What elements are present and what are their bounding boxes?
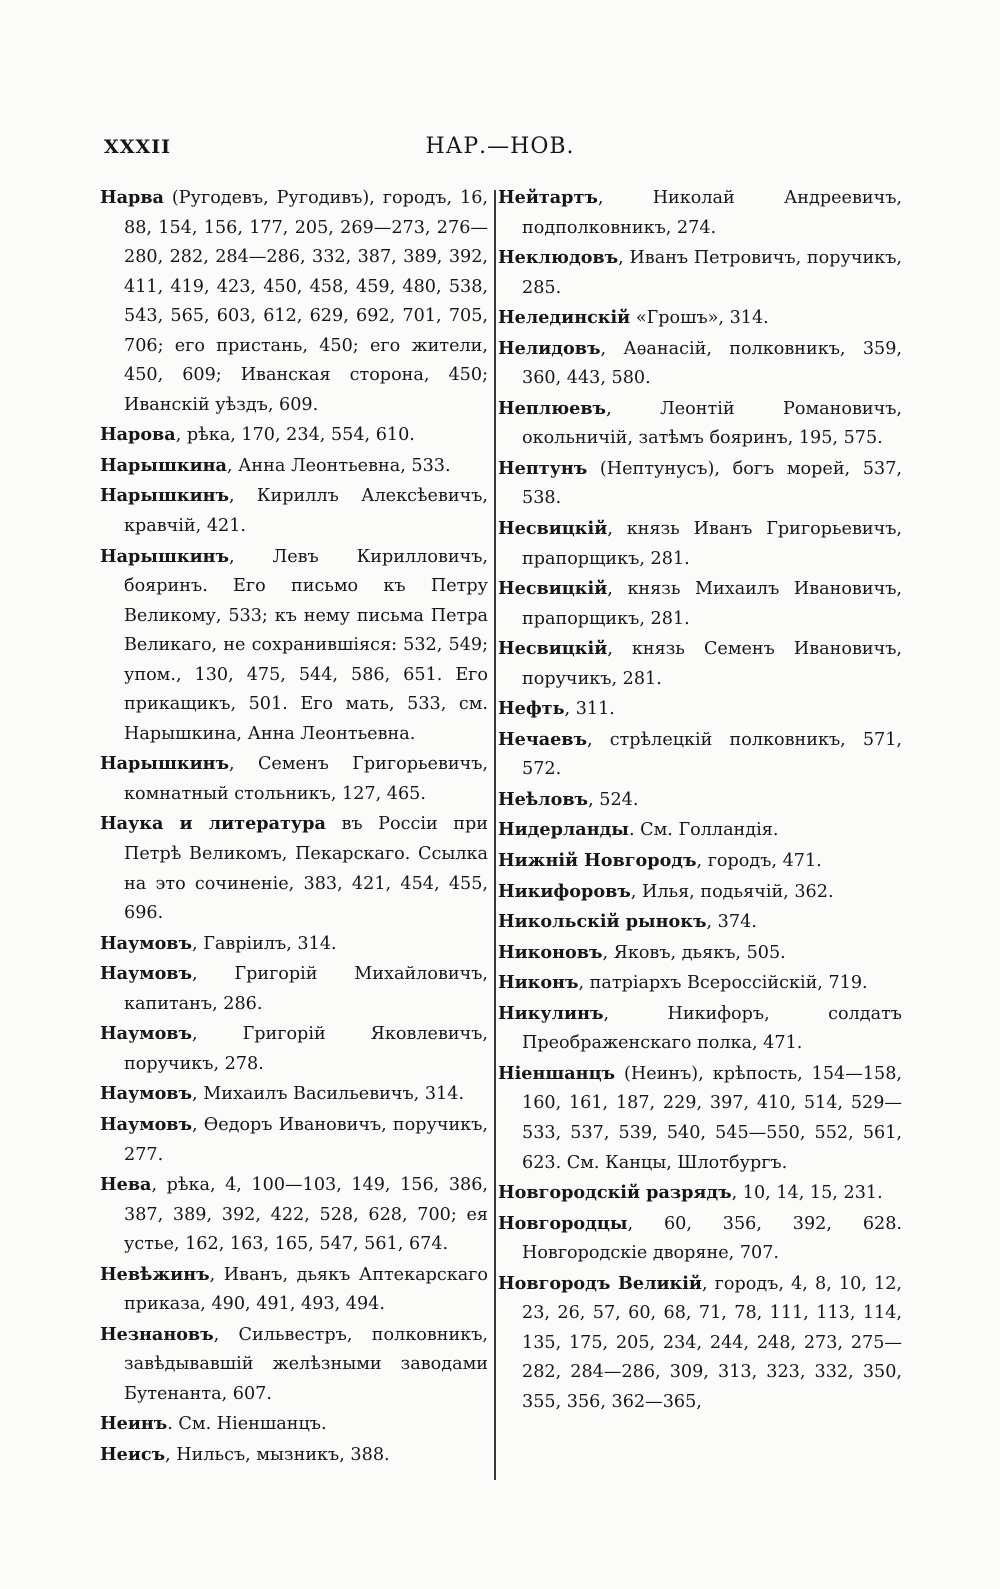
entry-headword: Никольскій рынокъ [498, 911, 707, 933]
entry-text: , рѣка, 170, 234, 554, 610. [175, 425, 415, 446]
entry-headword: Несвицкій [498, 578, 608, 600]
right-column [488, 183, 902, 1417]
index-entry [498, 574, 902, 634]
entry-headword: Нечаевъ [498, 728, 588, 750]
entry-text: въ Россіи при Петрѣ Великомъ, Пекарскаго. Ссылка на это сочиненіе, 383, 421, 454, 455, 696. [124, 814, 488, 924]
index-entry [100, 481, 488, 541]
entry-text: , князь Семенъ Ивановичъ, поручикъ, 281. [522, 639, 902, 689]
entry-headword: Нелидовъ [498, 337, 601, 359]
entry-headword: Наумовъ [100, 1023, 193, 1045]
entry-text: , Григорій Михайловичъ, капитанъ, 286. [124, 964, 488, 1014]
entry-headword: Нарышкинъ [100, 485, 229, 507]
index-entry [100, 183, 488, 420]
running-title: НАР.—НОВ. [425, 134, 575, 159]
entry-text: , Николай Андреевичъ, подполковникъ, 274. [522, 188, 902, 238]
index-entry [498, 968, 902, 999]
entry-headword: Несвицкій [498, 638, 608, 660]
entry-text: , Иванъ, дьякъ Аптекарскаго приказа, 490, 491, 493, 494. [124, 1264, 488, 1315]
index-entry [100, 1110, 488, 1170]
entry-text: (Неинъ), крѣпость, 154—158, 160, 161, 187, 229, 397, 410, 514, 529—533, 537, 539, 540, 545—550, 552, 561, 623. См. Канцы, Шлотбургъ. [522, 1063, 902, 1173]
index-entry [498, 815, 902, 846]
entry-text: , Гавріилъ, 314. [192, 933, 337, 954]
index-entry [498, 634, 902, 694]
index-entry [498, 334, 902, 394]
index-entry [100, 1409, 488, 1440]
index-entry [498, 1209, 902, 1269]
index-entry [498, 907, 902, 938]
entry-headword: Наумовъ [100, 1113, 193, 1135]
entry-text: , Ѳедоръ Ивановичъ, поручикъ, 277. [124, 1114, 488, 1165]
entry-headword: Нарышкинъ [100, 545, 229, 567]
entry-headword: Неѣловъ [498, 788, 589, 810]
entry-headword: Нижній Новгородъ [498, 850, 697, 872]
entry-text: , Иванъ Петровичъ, поручикъ, 285. [522, 248, 902, 298]
entry-headword: Никоновъ [498, 941, 603, 963]
index-entry [498, 454, 902, 514]
entry-text: . См. Голландія. [628, 820, 779, 841]
entry-headword: Неинъ [100, 1413, 168, 1435]
entry-headword: Нарова [100, 424, 176, 446]
entry-headword: Нептунъ [498, 457, 588, 479]
entry-text: , стрѣлецкій полковникъ, 571, 572. [522, 729, 902, 780]
entry-text: (Ругодевъ, Ругодивъ), городъ, 16, 88, 154, 156, 177, 205, 269—273, 276—280, 282, 284—286, 332, 387, 389, 392, 411, 419, 423, 450, 458, 459, 480, 538, 543, 565, 603, 612, 629, 692, 701, 705, 706; его пристань, 450; его жители, 450, 609; Иванская сторона, 450; Иванскій уѣздъ, 609. [124, 188, 488, 415]
entry-headword: Наумовъ [100, 932, 193, 954]
entry-headword: Нева [100, 1174, 152, 1196]
index-entry [100, 1320, 488, 1410]
index-entry [498, 1269, 902, 1418]
index-entry [498, 846, 902, 877]
entry-headword: Неклюдовъ [498, 247, 619, 269]
entry-headword: Несвицкій [498, 518, 608, 540]
entry-headword: Незнановъ [100, 1323, 214, 1345]
entry-text: , 374. [706, 912, 757, 933]
entry-headword: Ніеншанцъ [498, 1062, 616, 1084]
entry-headword: Нидерланды [498, 819, 629, 841]
entry-text: , Илья, подьячій, 362. [630, 881, 834, 902]
entry-text: , Анна Леонтьевна, 533. [226, 455, 451, 476]
index-entry [100, 929, 488, 960]
entry-text: , Никифоръ, солдатъ Преображенскаго полка, 471. [522, 1003, 902, 1054]
index-entry [100, 1019, 488, 1079]
entry-text: , Леонтій Романовичъ, окольничій, затѣмъ бояринъ, 195, 575. [522, 398, 902, 449]
entry-text: , 60, 356, 392, 628. Новгородскіе дворяне, 707. [522, 1213, 902, 1264]
index-entry [498, 183, 902, 243]
entry-headword: Неисъ [100, 1443, 166, 1465]
entry-headword: Нарышкина [100, 454, 227, 476]
entry-headword: Новгородцы [498, 1212, 628, 1234]
entry-headword: Невѣжинъ [100, 1263, 210, 1285]
index-entry [498, 243, 902, 303]
entry-text: , городъ, 4, 8, 10, 12, 23, 26, 57, 60, 68, 71, 78, 111, 113, 114, 135, 175, 205, 234, 244, 248, 273, 275—282, 284—286, 309, 313, 323, 332, 350, 355, 356, 362—365, [522, 1273, 902, 1412]
entry-text: , 311. [564, 699, 615, 720]
entry-text: , городъ, 471. [696, 851, 822, 872]
entry-text: , Сильвестръ, полковникъ, завѣдывавшій желѣзными заводами Бутенанта, 607. [124, 1324, 488, 1404]
index-entry [100, 542, 488, 750]
index-entry [498, 694, 902, 725]
index-entry [100, 1170, 488, 1260]
entry-headword: Нелединскій [498, 307, 631, 329]
entry-text: , князь Иванъ Григорьевичъ, прапорщикъ, 281. [522, 519, 902, 569]
index-entry [100, 1440, 488, 1471]
entry-text: , Григорій Яковлевичъ, поручикъ, 278. [124, 1024, 488, 1074]
index-entry [498, 394, 902, 454]
index-entry [100, 1079, 488, 1110]
entry-text: «Грошъ», 314. [630, 308, 769, 329]
index-entry [100, 749, 488, 809]
page-number: XXXII [104, 136, 172, 158]
entry-headword: Нарышкинъ [100, 753, 229, 775]
index-entry [498, 938, 902, 969]
entry-headword: Нефть [498, 698, 565, 720]
entry-text: , князь Михаилъ Ивановичъ, прапорщикъ, 281. [522, 579, 902, 629]
entry-text: , 10, 14, 15, 231. [731, 1183, 883, 1204]
index-entry [100, 959, 488, 1019]
entry-text: , патріархъ Всероссійскій, 719. [578, 973, 868, 994]
entry-text: , 524. [588, 789, 639, 810]
index-entry [498, 1059, 902, 1178]
index-entry [100, 451, 488, 482]
index-entry [100, 1260, 488, 1320]
index-entry [498, 999, 902, 1059]
index-entry [498, 877, 902, 908]
index-entry [498, 303, 902, 334]
index-entry [100, 809, 488, 928]
entry-headword: Наумовъ [100, 1083, 193, 1105]
entry-headword: Неплюевъ [498, 397, 607, 419]
entry-headword: Новгородъ Великій [498, 1272, 702, 1294]
entry-headword: Наумовъ [100, 963, 193, 985]
entry-text: , Кириллъ Алексѣевичъ, кравчій, 421. [124, 486, 488, 537]
index-entry [498, 725, 902, 785]
entry-text: , Нильсъ, мызникъ, 388. [165, 1444, 390, 1465]
index-entry [498, 1178, 902, 1209]
left-column [100, 183, 488, 1471]
entry-text: , Михаилъ Васильевичъ, 314. [192, 1084, 465, 1105]
entry-headword: Нейтартъ [498, 187, 598, 208]
index-entry [498, 514, 902, 574]
entry-headword: Нарва [100, 187, 164, 208]
entry-headword: Никулинъ [498, 1002, 604, 1024]
entry-text: (Нептунусъ), богъ морей, 537, 538. [522, 458, 902, 509]
entry-headword: Новгородскій разрядъ [498, 1182, 732, 1204]
entry-text: . См. Ніеншанцъ. [167, 1414, 327, 1435]
entry-headword: Никонъ [498, 972, 579, 994]
entry-text: , Аѳанасій, полковникъ, 359, 360, 443, 580. [522, 338, 902, 389]
index-entry [498, 785, 902, 816]
index-entry [100, 420, 488, 451]
entry-text: , рѣка, 4, 100—103, 149, 156, 386, 387, 389, 392, 422, 528, 628, 700; ея устье, 162, 163, 165, 547, 561, 674. [124, 1175, 488, 1255]
entry-headword: Наука и литература [100, 813, 326, 835]
entry-text: , Яковъ, дьякъ, 505. [602, 942, 786, 963]
entry-headword: Никифоровъ [498, 880, 631, 902]
entry-text: , Левъ Кирилловичъ, бояринъ. Его письмо къ Петру Великому, 533; къ нему письма Петра Великаго, не сохранившіяся: 532, 549; упом., 130, 475, 544, 586, 651. Его прикащикъ, 501. Его мать, 533, см. Нарышкина, Анна Леонтьевна. [124, 546, 488, 744]
entry-text: , Семенъ Григорьевичъ, комнатный стольникъ, 127, 465. [124, 754, 488, 804]
